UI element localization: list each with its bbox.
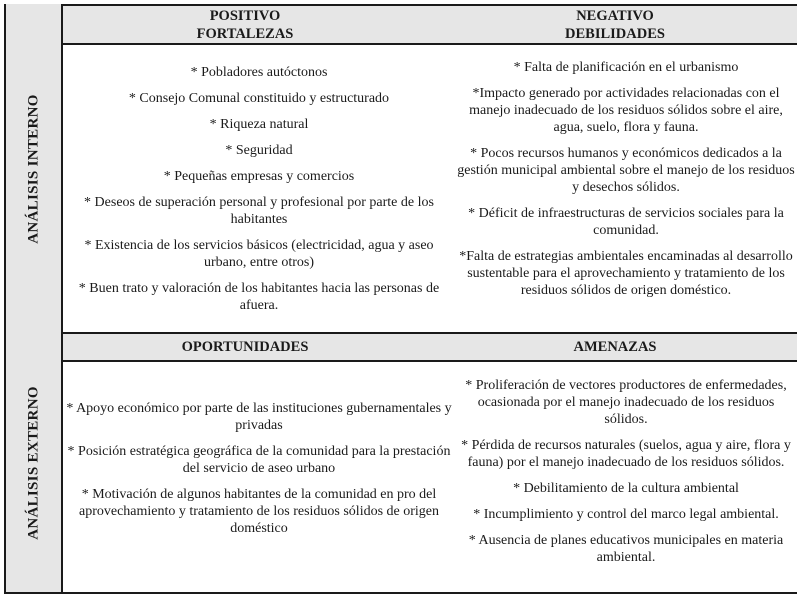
swot-matrix bbox=[4, 4, 797, 594]
external-header-row bbox=[63, 332, 797, 362]
threat-item: * Debilitamiento de la cultura ambiental bbox=[513, 481, 739, 496]
weaknesses-header bbox=[427, 6, 797, 43]
weaknesses-label: DEBILIDADES bbox=[565, 25, 665, 42]
weaknesses-list bbox=[455, 45, 797, 332]
strength-item: * Seguridad bbox=[225, 143, 293, 158]
opportunity-item: * Motivación de algunos habitantes de la comunidad en pro del aprovechamiento y tratamiento de los residuos sólidos de origen doméstico bbox=[78, 487, 440, 536]
weakness-item: *Falta de estrategias ambientales encaminadas al desarrollo sustentable para el aprovechamiento y tratamiento de los residuos sólidos de origen doméstico. bbox=[459, 249, 793, 298]
opportunities-header bbox=[63, 334, 427, 360]
internal-content-row bbox=[63, 45, 797, 332]
external-analysis-label: ANÁLISIS EXTERNO bbox=[25, 385, 41, 540]
opportunities-list bbox=[63, 362, 455, 592]
positive-label: POSITIVO bbox=[209, 7, 281, 24]
strength-item: * Pobladores autóctonos bbox=[190, 65, 328, 80]
internal-analysis-label-cell bbox=[4, 4, 63, 333]
weakness-item: *Impacto generado por actividades relacionadas con el manejo inadecuado de los residuos sólidos sobre el aire, agua, suelo, flora y fauna. bbox=[469, 86, 783, 135]
threats-label: AMENAZAS bbox=[573, 339, 657, 355]
negative-label: NEGATIVO bbox=[576, 7, 654, 24]
strength-item: * Riqueza natural bbox=[209, 117, 309, 132]
weakness-item: * Pocos recursos humanos y económicos dedicados a la gestión municipal ambiental sobre el manejo de los residuos y desechos sólidos. bbox=[457, 146, 795, 195]
opportunities-label: OPORTUNIDADES bbox=[181, 339, 309, 355]
strengths-label: FORTALEZAS bbox=[196, 25, 294, 42]
weakness-item: * Falta de planificación en el urbanismo bbox=[513, 60, 739, 75]
threat-item: * Pérdida de recursos naturales (suelos, agua y aire, flora y fauna) por el manejo inadecuado de los residuos sólidos. bbox=[461, 438, 791, 470]
strength-item: * Buen trato y valoración de los habitantes hacia las personas de afuera. bbox=[78, 281, 440, 313]
strength-item: * Consejo Comunal constituido y estructurado bbox=[128, 91, 390, 106]
threat-item: * Incumplimiento y control del marco legal ambiental. bbox=[473, 507, 779, 522]
threat-item: * Proliferación de vectores productores de enfermedades, ocasionada por el manejo inadecuado de los residuos sólidos. bbox=[465, 378, 787, 427]
strengths-list bbox=[63, 45, 455, 332]
internal-header-row bbox=[63, 4, 797, 45]
external-analysis-label-cell bbox=[4, 333, 63, 594]
threat-item: * Ausencia de planes educativos municipales en materia ambiental. bbox=[468, 533, 784, 565]
strengths-header bbox=[63, 6, 427, 43]
external-content-row bbox=[63, 362, 797, 594]
opportunity-item: * Apoyo económico por parte de las instituciones gubernamentales y privadas bbox=[66, 401, 452, 433]
internal-analysis-label: ANÁLISIS INTERNO bbox=[25, 93, 41, 244]
threats-header bbox=[427, 334, 797, 360]
strength-item: * Pequeñas empresas y comercios bbox=[163, 169, 355, 184]
opportunity-item: * Posición estratégica geográfica de la comunidad para la prestación del servicio de aseo urbano bbox=[67, 444, 451, 476]
threats-list bbox=[455, 362, 797, 592]
strength-item: * Deseos de superación personal y profesional por parte de los habitantes bbox=[84, 195, 434, 227]
weakness-item: * Déficit de infraestructuras de servicios sociales para la comunidad. bbox=[468, 206, 784, 238]
strength-item: * Existencia de los servicios básicos (electricidad, agua y aseo urbano, entre otros) bbox=[84, 238, 434, 270]
